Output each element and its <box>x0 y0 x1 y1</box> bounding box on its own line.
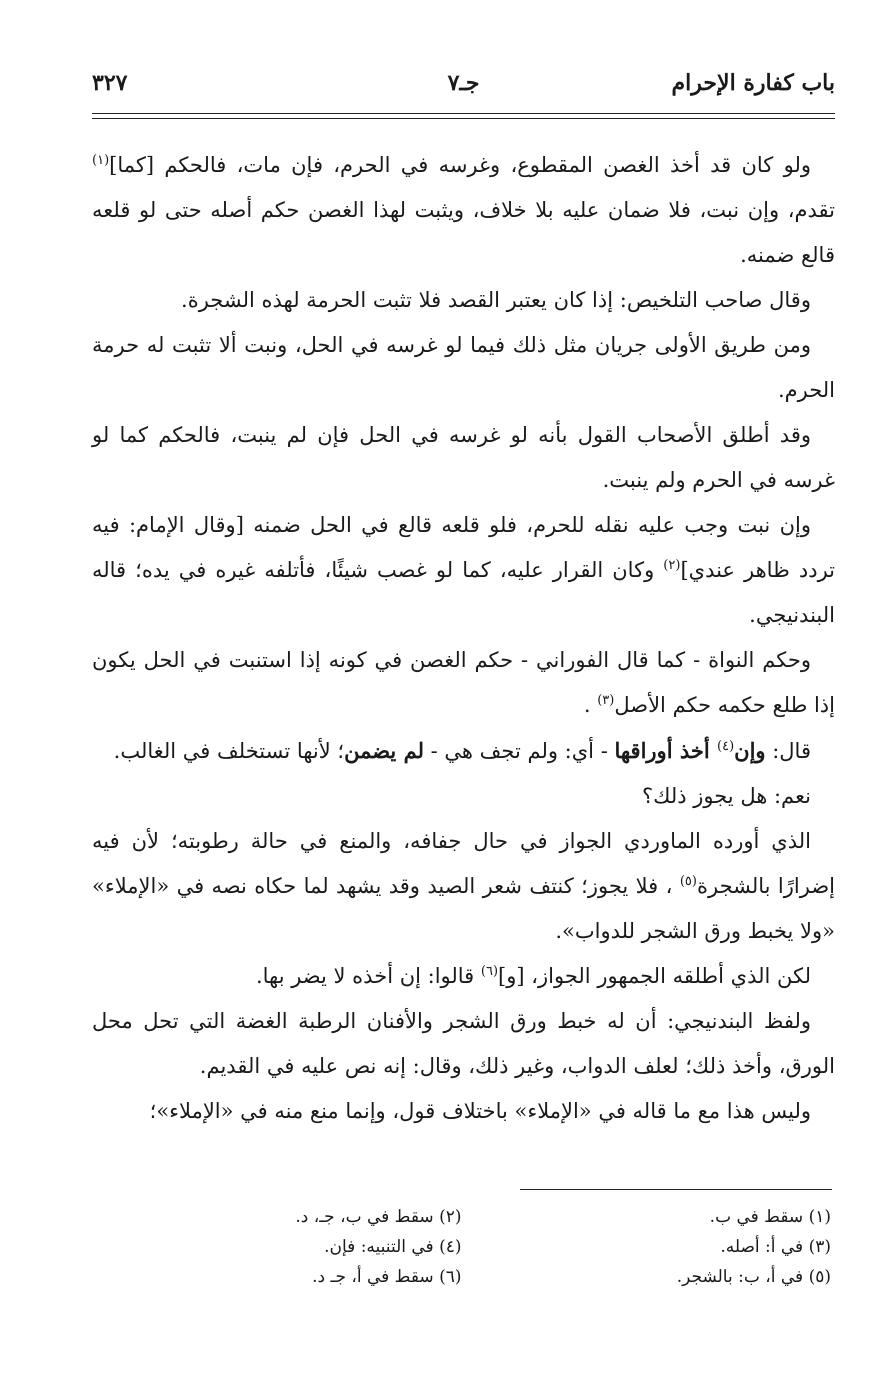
footnote-row <box>92 1232 835 1262</box>
footnote-item <box>92 1232 462 1262</box>
running-header <box>92 64 835 104</box>
text-run: وليس هذا مع ما قاله في «الإملاء» باختلاف قول، وإنما منع منه في «الإملاء»؛ <box>149 1099 811 1123</box>
paragraph <box>92 278 835 323</box>
main-text <box>92 143 835 1134</box>
text-run: ؛ لأنها تستخلف في الغالب. <box>113 739 345 763</box>
footnote-item <box>92 1202 462 1232</box>
paragraph <box>92 999 835 1089</box>
footnote-ref: (٤) <box>717 739 735 754</box>
paragraph <box>92 1089 835 1134</box>
text-run: . <box>583 693 598 717</box>
matn-text: لم يضمن <box>344 738 424 763</box>
text-run: لكن الذي أطلقه الجمهور الجواز، [و] <box>498 964 811 988</box>
chapter-title: باب كفارة الإحرام <box>671 70 835 96</box>
footnote-ref: (٢) <box>663 558 681 573</box>
text-run: ، فلا يجوز؛ كنتف شعر الصيد وقد يشهد لما حكاه نصه في «الإملاء» «ولا يخبط ورق الشجر للدواب». <box>92 874 835 943</box>
paragraph <box>92 954 835 999</box>
footnote-number: (٥) <box>808 1267 831 1287</box>
text-run: الذي أورده الماوردي الجواز في حال جفافه، والمنع في حالة رطوبته؛ لأن فيه إضرارًا بالشجرة <box>92 829 835 898</box>
header-rule-bottom <box>92 118 835 119</box>
footnote-item <box>462 1202 836 1232</box>
header-rule-top <box>92 113 835 114</box>
footnote-number: (٢) <box>439 1207 462 1227</box>
footnote-item <box>92 1262 462 1292</box>
footnote-ref: (٦) <box>480 964 499 979</box>
text-run: وقال صاحب التلخيص: إذا كان يعتبر القصد فلا تثبت الحرمة لهذه الشجرة. <box>181 288 811 312</box>
text-run: نعم: هل يجوز ذلك؟ <box>641 784 811 808</box>
footnote-row <box>92 1262 835 1292</box>
footnote-text: في أ، ب: بالشجر. <box>676 1267 804 1287</box>
footnote-text: في أ: أصله. <box>720 1237 804 1257</box>
footnote-item <box>462 1232 836 1262</box>
footnote-row <box>92 1202 835 1232</box>
text-run: قالوا: إن أخذه لا يضر بها. <box>255 964 481 988</box>
text-run: وكان القرار عليه، كما لو غصب شيئًا، فأتلفه غيره في يده؛ قاله البندنيجي. <box>92 558 835 627</box>
footnote-number: (٣) <box>808 1237 831 1257</box>
footnote-number: (٤) <box>439 1237 462 1257</box>
footnote-ref: (٥) <box>679 874 697 889</box>
footnote-number: (٦) <box>439 1267 462 1287</box>
footnote-separator <box>520 1189 832 1190</box>
paragraph <box>92 819 835 954</box>
text-run: وقد أطلق الأصحاب القول بأنه لو غرسه في الحل فإن لم ينبت، فالحكم كما لو غرسه في الحرم ولم ينبت. <box>92 423 835 492</box>
paragraph <box>92 143 835 278</box>
text-run: ومن طريق الأولى جريان مثل ذلك فيما لو غرسه في الحل، ونبت ألا تثبت له حرمة الحرم. <box>92 333 835 402</box>
text-run: وإن نبت وجب عليه نقله للحرم، فلو قلعه قالع في الحل ضمنه [وقال الإمام: فيه تردد ظاهر عندي] <box>92 513 835 582</box>
paragraph <box>92 323 835 413</box>
text-run: تقدم، وإن نبت، فلا ضمان عليه بلا خلاف، ويثبت لهذا الغصن حكم أصله حتى لو قلعه قالع ضمنه. <box>92 198 835 267</box>
footnote-text: في التنبيه: فإن. <box>324 1237 434 1257</box>
footnote-number: (١) <box>808 1207 831 1227</box>
footnote-ref: (١) <box>92 153 110 168</box>
text-run: ولو كان قد أخذ الغصن المقطوع، وغرسه في الحرم، فإن مات، فالحكم [كما] <box>109 153 811 177</box>
footnote-text: سقط في أ، جـ د. <box>312 1267 434 1287</box>
text-run: وحكم النواة - كما قال الفوراني - حكم الغصن في كونه إذا استنبت في الحل يكون إذا طلع حكمه حكم الأصل <box>92 648 835 717</box>
footnote-text: سقط في ب. <box>709 1207 804 1227</box>
page-number: ٣٢٧ <box>92 70 128 96</box>
text-run: - أي: ولم تجف هي - <box>423 739 615 763</box>
footnote-text: سقط في ب، جـ، د. <box>295 1207 434 1227</box>
paragraph <box>92 503 835 638</box>
paragraph <box>92 774 835 819</box>
footnote-item <box>462 1262 836 1292</box>
text-run: ولفظ البندنيجي: أن له خبط ورق الشجر والأفنان الرطبة الغضة التي تحل محل الورق، وأخذ ذلك؛ لعلف الدواب، وغير ذلك، وقال: إنه نص عليه في القديم. <box>92 1009 835 1078</box>
footnote-ref: (٣) <box>597 693 615 708</box>
paragraph <box>92 728 835 774</box>
matn-text: أخذ أوراقها <box>614 738 717 763</box>
footnotes <box>92 1202 835 1292</box>
text-run: قال: <box>765 739 811 763</box>
volume-label: جـ٧ <box>447 70 480 96</box>
paragraph <box>92 413 835 503</box>
paragraph <box>92 638 835 728</box>
matn-text: وإن <box>734 738 766 763</box>
